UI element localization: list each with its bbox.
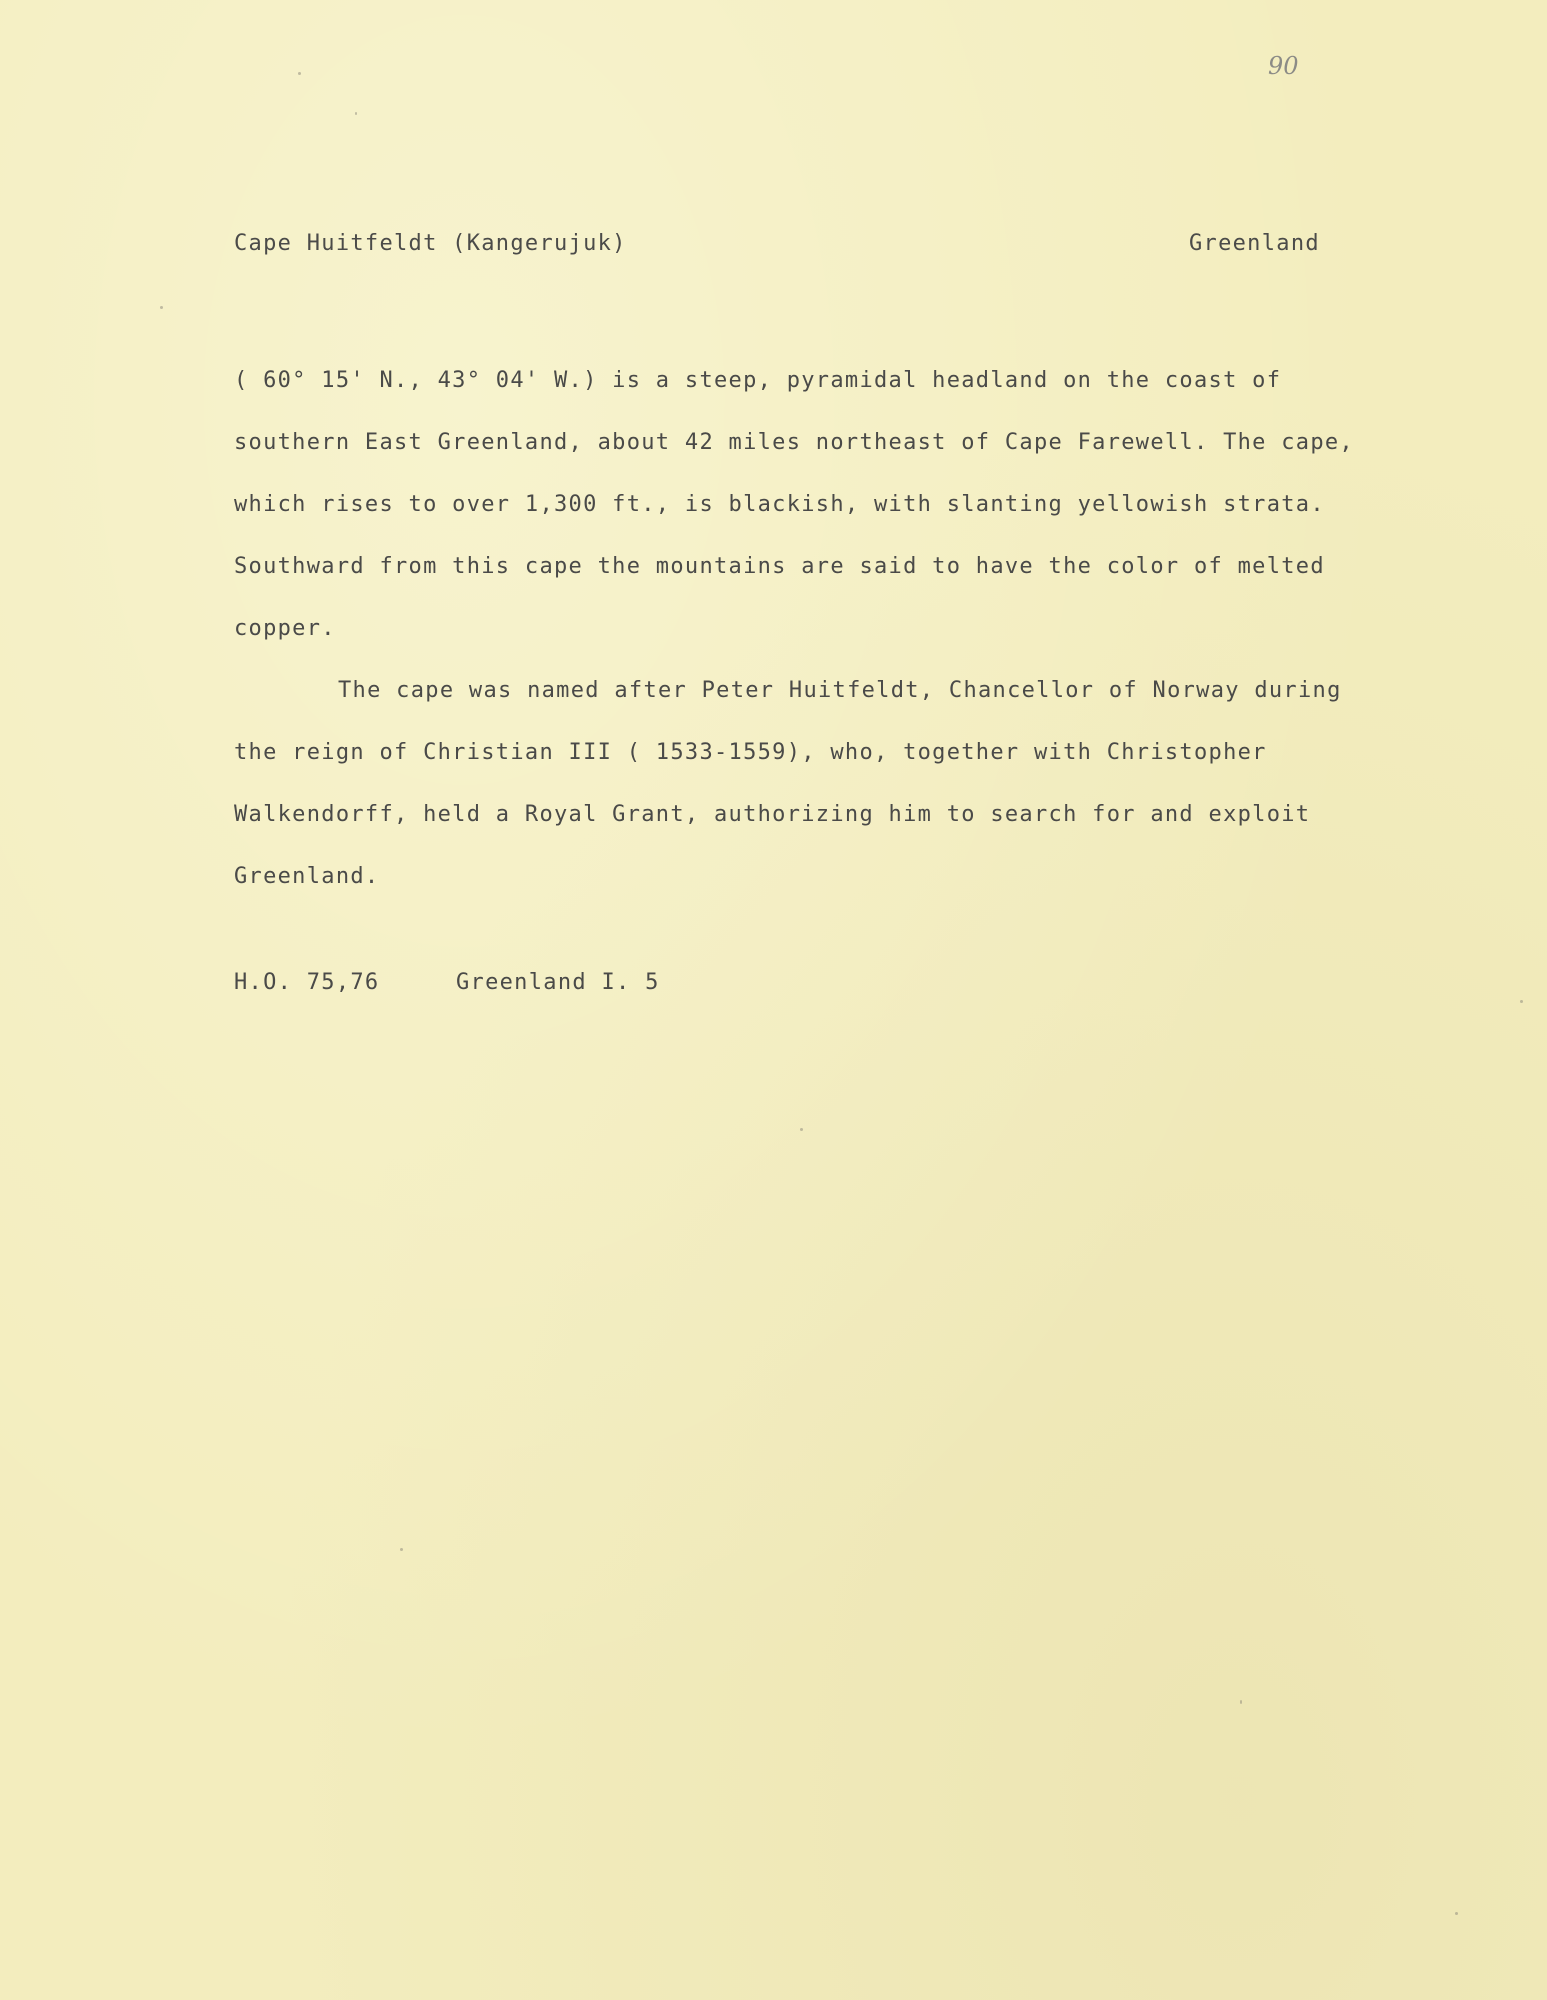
body-line: copper. (234, 616, 336, 641)
body-line: ( 60° 15' N., 43° 04' W.) is a steep, pyramidal headland on the coast of (234, 368, 1282, 393)
body-line: Walkendorff, held a Royal Grant, authorizing him to search for and exploit (234, 802, 1311, 827)
paper-speck (355, 112, 357, 115)
page-number: 90 (1268, 52, 1299, 80)
paper-speck (1240, 1700, 1242, 1704)
paper-speck (400, 1548, 403, 1551)
body-line: Greenland. (234, 864, 380, 889)
paper-speck (298, 72, 301, 75)
entry-title: Cape Huitfeldt (Kangerujuk) (234, 231, 627, 256)
references (234, 970, 660, 995)
reference-chart: H.O. 75,76 (234, 970, 380, 995)
body-line: The cape was named after Peter Huitfeldt, Chancellor of Norway during (338, 678, 1342, 703)
paper-speck (160, 306, 163, 309)
entry-region: Greenland (1189, 231, 1320, 256)
paper-speck (1520, 1000, 1523, 1003)
body-line: southern East Greenland, about 42 miles northeast of Cape Farewell. The cape, (234, 430, 1354, 455)
paper-speck (800, 1128, 803, 1131)
entry-body (234, 350, 1434, 908)
body-line: Southward from this cape the mountains are said to have the color of melted (234, 554, 1325, 579)
body-line: which rises to over 1,300 ft., is blackish, with slanting yellowish strata. (234, 492, 1325, 517)
paper-speck (1455, 1912, 1458, 1915)
reference-source: Greenland I. 5 (456, 970, 660, 995)
body-line: the reign of Christian III ( 1533-1559), who, together with Christopher (234, 740, 1267, 765)
